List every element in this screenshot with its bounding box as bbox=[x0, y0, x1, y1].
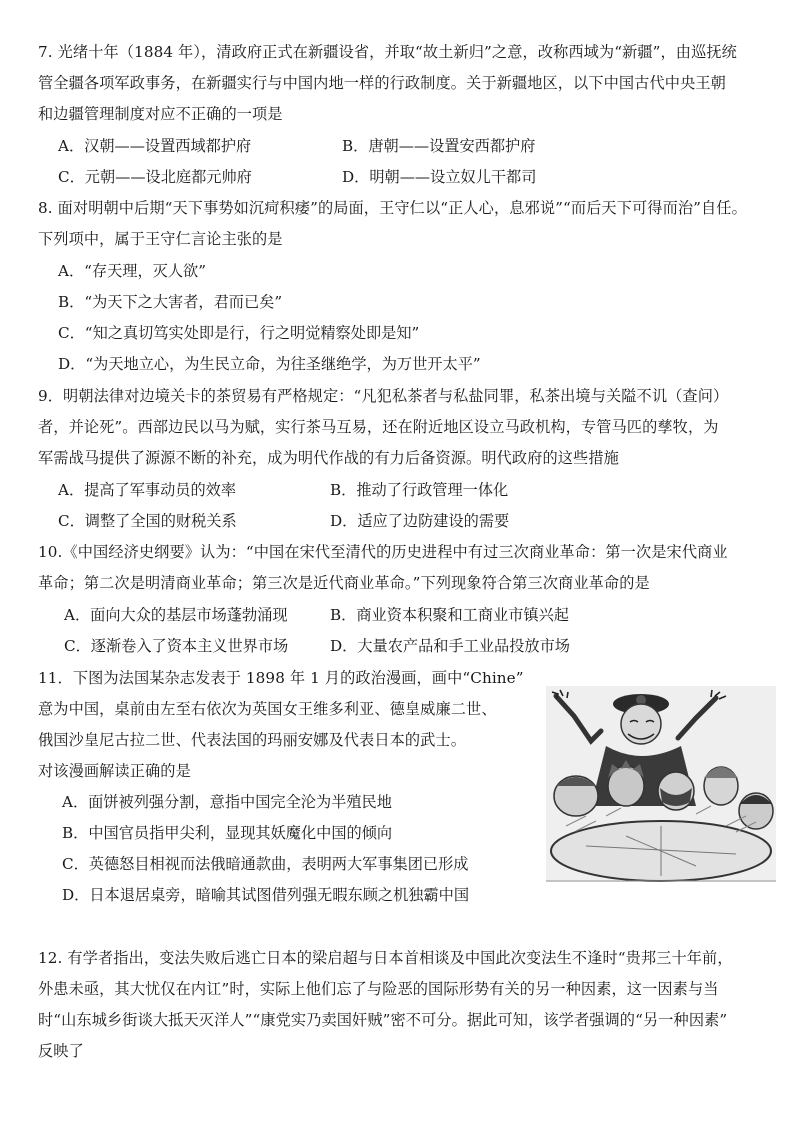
q11-option-a: A．面饼被列强分割，意指中国完全沦为半殖民地 bbox=[62, 793, 392, 811]
q12-stem-line-4: 反映了 bbox=[38, 1042, 84, 1060]
q8-option-b: B．“为天下之大害者，君而已矣” bbox=[58, 293, 283, 311]
q12-stem-line-2: 外患未亟，其大忧仅在内讧”时，实际上他们忘了与险恶的国际形势有关的另一种因素，这一因素与当 bbox=[38, 980, 719, 998]
q8-stem-line-1: 8. 面对明朝中后期“天下事势如沉疴积痿”的局面，王守仁以“正人心，息邪说”“而后天下可得而治”自任。 bbox=[38, 199, 747, 217]
q11-option-b: B．中国官员指甲尖利，显现其妖魔化中国的倾向 bbox=[62, 824, 393, 842]
q9-option-b: B．推动了行政管理一体化 bbox=[330, 481, 509, 499]
q8-option-c: C．“知之真切笃实处即是行，行之明觉精察处即是知” bbox=[58, 324, 420, 342]
q7-option-d: D．明朝——设立奴儿干都司 bbox=[342, 168, 537, 186]
political-cartoon-image bbox=[546, 686, 776, 882]
q10-stem-line-1: 10.《中国经济史纲要》认为：“中国在宋代至清代的历史进程中有过三次商业革命：第一次是宋代商业 bbox=[38, 543, 728, 561]
q7-option-b: B．唐朝——设置安西都护府 bbox=[342, 137, 536, 155]
q7-stem-line-3: 和边疆管理制度对应不正确的一项是 bbox=[38, 105, 283, 123]
q7-option-a: A．汉朝——设置西域都护府 bbox=[58, 137, 252, 155]
q9-stem-line-1: 9．明朝法律对边境关卡的茶贸易有严格规定：“凡犯私茶者与私盐同罪，私茶出境与关隘不讥（查问） bbox=[38, 387, 729, 405]
q12-stem-line-3: 时“山东城乡街谈大抵天灭洋人”“康党实乃卖国奸贼”密不可分。据此可知，该学者强调的“另一种因素” bbox=[38, 1011, 728, 1029]
q9-option-d: D．适应了边防建设的需要 bbox=[330, 512, 510, 530]
q10-option-c: C．逐渐卷入了资本主义世界市场 bbox=[64, 637, 289, 655]
q11-option-c: C．英德怒目相视而法俄暗通款曲，表明两大军事集团已形成 bbox=[62, 855, 469, 873]
q9-option-a: A．提高了军事动员的效率 bbox=[58, 481, 237, 499]
q12-stem-line-1: 12. 有学者指出，变法失败后逃亡日本的梁启超与日本首相谈及中国此次变法生不逢时“贵邦三十年前， bbox=[38, 949, 733, 967]
q11-stem-line-1: 11．下图为法国某杂志发表于 1898 年 1 月的政治漫画，画中“Chine” bbox=[38, 669, 524, 687]
q11-stem-line-4: 对该漫画解读正确的是 bbox=[38, 762, 191, 780]
q10-option-d: D．大量农产品和手工业品投放市场 bbox=[330, 637, 570, 655]
q8-option-d: D．“为天地立心，为生民立命，为往圣继绝学，为万世开太平” bbox=[58, 355, 481, 373]
q10-stem-line-2: 革命；第二次是明清商业革命；第三次是近代商业革命。”下列现象符合第三次商业革命的是 bbox=[38, 574, 650, 592]
q7-stem-line-2: 管全疆各项军政事务，在新疆实行与中国内地一样的行政制度。关于新疆地区，以下中国古代中央王朝 bbox=[38, 74, 726, 92]
q11-stem-line-3: 俄国沙皇尼古拉二世、代表法国的玛丽安娜及代表日本的武士。 bbox=[38, 731, 467, 749]
q8-option-a: A．“存天理，灭人欲” bbox=[58, 262, 206, 280]
q10-option-a: A．面向大众的基层市场蓬勃涌现 bbox=[64, 606, 288, 624]
q9-option-c: C．调整了全国的财税关系 bbox=[58, 512, 237, 530]
q9-stem-line-3: 军需战马提供了源源不断的补充，成为明代作战的有力后备资源。明代政府的这些措施 bbox=[38, 449, 619, 467]
q7-stem-line-1: 7. 光绪十年（1884 年），清政府正式在新疆设省，并取“故土新归”之意，改称西域为“新疆”，由巡抚统 bbox=[38, 43, 737, 61]
q11-option-d: D．日本退居桌旁，暗喻其试图借列强无暇东顾之机独霸中国 bbox=[62, 886, 470, 904]
q9-stem-line-2: 者，并论死”。西部边民以马为赋，实行茶马互易，还在附近地区设立马政机构，专管马匹的孳牧，为 bbox=[38, 418, 719, 436]
q8-stem-line-2: 下列项中，属于王守仁言论主张的是 bbox=[38, 230, 283, 248]
q7-option-c: C．元朝——设北庭都元帅府 bbox=[58, 168, 252, 186]
q10-option-b: B．商业资本积聚和工商业市镇兴起 bbox=[330, 606, 569, 624]
q11-stem-line-2: 意为中国，桌前由左至右依次为英国女王维多利亚、德皇威廉二世、 bbox=[38, 700, 497, 718]
